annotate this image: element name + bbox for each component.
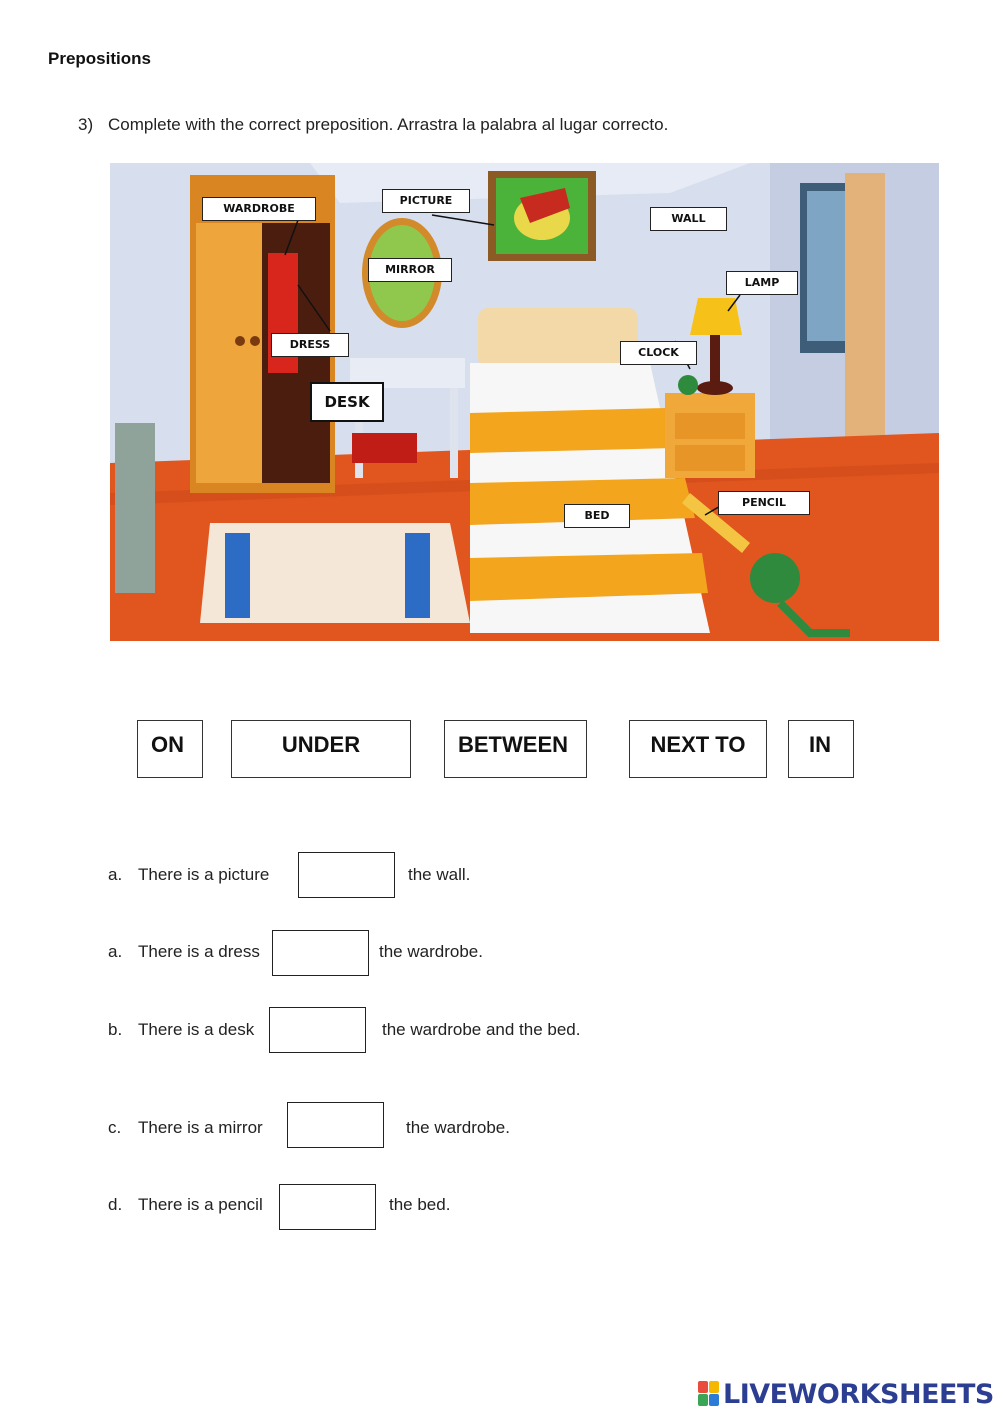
question-2	[108, 942, 260, 962]
page-title: Prepositions	[48, 49, 151, 68]
question-3	[108, 1020, 254, 1040]
drop-box-1[interactable]	[298, 852, 395, 898]
instruction	[78, 115, 668, 135]
question-1	[108, 865, 269, 885]
word-next-to[interactable]: NEXT TO	[629, 720, 767, 778]
instruction-text: Complete with the correct preposition. Arrastra la palabra al lugar correcto.	[108, 115, 669, 134]
question-text-before: There is a desk	[138, 1020, 255, 1039]
question-letter: b.	[108, 1020, 123, 1039]
label-mirror: MIRROR	[368, 258, 452, 282]
question-letter: a.	[108, 942, 123, 961]
label-bed: BED	[564, 504, 630, 528]
question-letter: d.	[108, 1195, 123, 1214]
drop-box-4[interactable]	[287, 1102, 384, 1148]
word-on[interactable]: ON	[137, 720, 203, 778]
word-under[interactable]: UNDER	[231, 720, 411, 778]
label-desk: DESK	[310, 382, 384, 422]
question-4	[108, 1118, 263, 1138]
label-pencil: PENCIL	[718, 491, 810, 515]
question-letter: c.	[108, 1118, 122, 1137]
label-lamp: LAMP	[726, 271, 798, 295]
word-in[interactable]: IN	[788, 720, 854, 778]
question-text-after: the wardrobe.	[406, 1118, 510, 1137]
question-text-before: There is a pencil	[138, 1195, 263, 1214]
question-text-after: the bed.	[389, 1195, 451, 1214]
label-clock: CLOCK	[620, 341, 697, 365]
drop-box-3[interactable]	[269, 1007, 366, 1053]
question-text-before: There is a picture	[138, 865, 270, 884]
question-text-after: the wardrobe and the bed.	[382, 1020, 581, 1039]
word-between[interactable]: BETWEEN	[444, 720, 587, 778]
bedroom-drawing	[110, 163, 939, 641]
question-letter: a.	[108, 865, 123, 884]
question-5	[108, 1195, 263, 1215]
brand-name: LIVEWORKSHEETS	[723, 1378, 994, 1410]
label-dress: DRESS	[271, 333, 349, 357]
label-wardrobe: WARDROBE	[202, 197, 316, 221]
question-text-after: the wall.	[408, 865, 471, 884]
question-text-before: There is a mirror	[138, 1118, 263, 1137]
drop-box-2[interactable]	[272, 930, 369, 976]
bedroom-illustration	[110, 163, 939, 641]
drop-box-5[interactable]	[279, 1184, 376, 1230]
instruction-number: 3)	[78, 115, 94, 134]
label-picture: PICTURE	[382, 189, 470, 213]
question-text-after: the wardrobe.	[379, 942, 483, 961]
liveworksheets-brand	[698, 1377, 994, 1411]
label-wall: WALL	[650, 207, 727, 231]
question-text-before: There is a dress	[138, 942, 260, 961]
liveworksheets-logo-icon	[698, 1381, 720, 1407]
